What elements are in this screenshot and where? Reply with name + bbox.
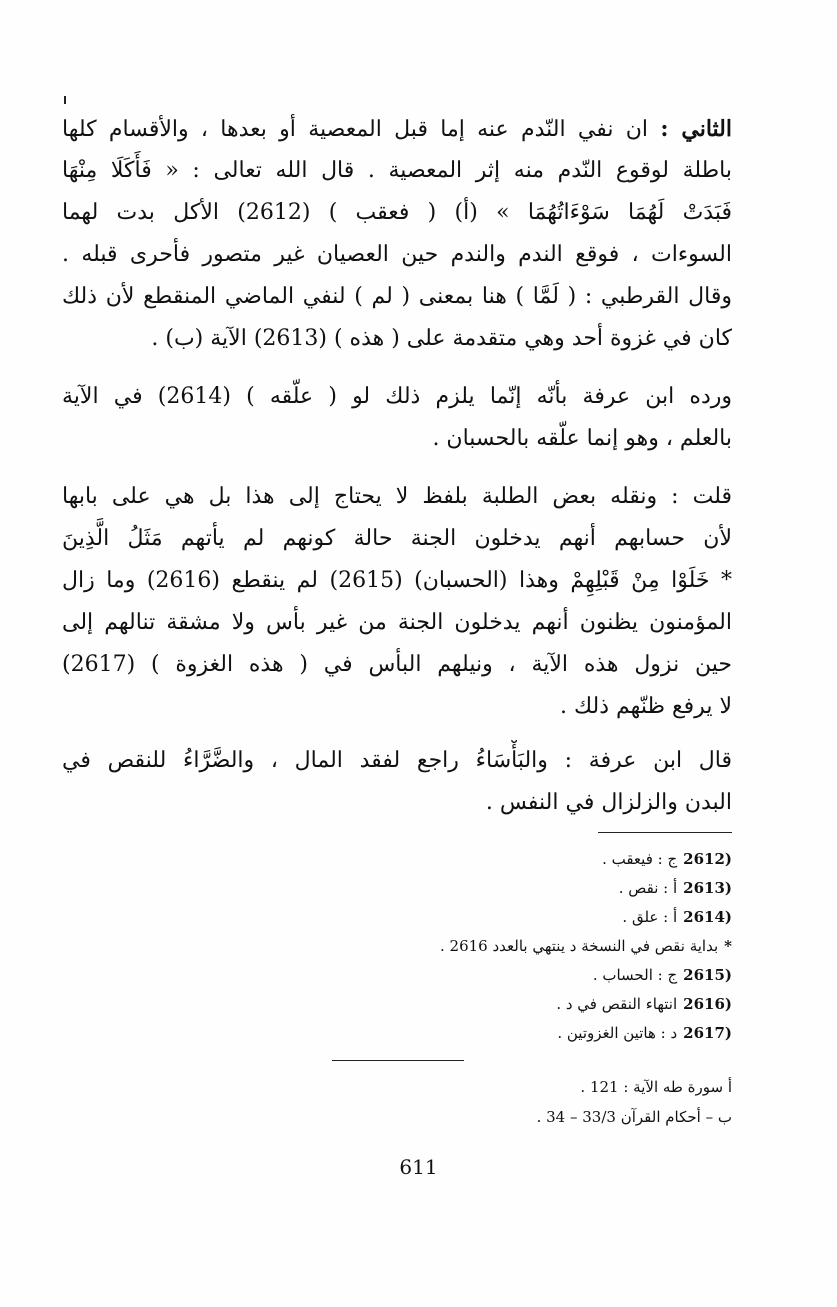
reference-separator [332, 1060, 464, 1061]
footnote: (2614أ : علق . [622, 908, 732, 926]
text-line: * خَلَوْا مِنْ قَبْلِهِمْ وهذا (الحسبان) (2615) لم ينقطع (2616) وما زال [62, 568, 732, 593]
paragraph-1 [62, 108, 732, 360]
reference-item: ب – أحكام القرآن 33/3 – 34 . [536, 1108, 732, 1126]
footnote-separator [598, 832, 732, 833]
text-line: السوءات ، فوقع الندم والندم حين العصيان غير متصور فأحرى قبله . [62, 242, 732, 267]
text-line: بالعلم ، وهو إنما علّقه بالحسبان . [432, 426, 732, 451]
paragraph-4 [62, 740, 732, 824]
footnote: (2613أ : نقص . [618, 879, 732, 897]
paragraph-3 [62, 476, 732, 728]
text-line: حين نزول هذه الآية ، ونيلهم البأس في ( هذه الغزوة ) (2617) [62, 652, 732, 677]
footnote: (2617د : هاتين الغزوتين . [557, 1024, 732, 1042]
text-line: لأن حسابهم أنهم يدخلون الجنة حالة كونهم لم يأتهم مَثَلُ الَّذِينَ [62, 526, 732, 551]
text-line: قلت : ونقله بعض الطلبة بلفظ لا يحتاج إلى هذا بل هي على بابها [62, 484, 732, 509]
footnotes [300, 845, 732, 1048]
text-line: كان في غزوة أحد وهي متقدمة على ( هذه ) (2613) الآية (ب) . [151, 326, 732, 351]
footnote: (2612ج : فيعقب . [602, 850, 732, 868]
footnote: *بداية نقص في النسخة د ينتهي بالعدد 2616 . [439, 937, 732, 955]
reference-item: أ سورة طه الآية : 121 . [580, 1078, 732, 1096]
section-lead: الثاني : [660, 116, 732, 142]
text-line: المؤمنون يظنون أنهم يدخلون الجنة من غير بأس ولا مشقة تنالهم إلى [62, 610, 732, 635]
text-line: لا يرفع ظنّهم ذلك . [560, 694, 732, 719]
text-line: باطلة لوقوع النّدم منه إثر المعصية . قال الله تعالى : « فَأَكَلَا مِنْهَا [62, 158, 732, 183]
text-line: ورده ابن عرفة بأنّه إنّما يلزم ذلك لو ( علّقه ) (2614) في الآية [62, 384, 732, 409]
text-line: قال ابن عرفة : والبَأْسَاءُ راجع لفقد المال ، والضَّرَّاءُ للنقص في [62, 748, 732, 773]
paragraph-2 [62, 376, 732, 460]
text-line: الثاني : ان نفي النّدم عنه إما قبل المعصية أو بعدها ، والأقسام كلها [62, 116, 732, 142]
footnote: (2615ج : الحساب . [592, 966, 732, 984]
text-line: البدن والزلزال في النفس . [485, 790, 732, 815]
footnote: (2616انتهاء النقص في د . [556, 995, 732, 1013]
margin-mark [64, 96, 66, 104]
text-line: فَبَدَتْ لَهُمَا سَوْءَاتُهُمَا » (أ) ( فعقب ) (2612) الأكل بدت لهما [62, 200, 732, 225]
page-number: 611 [399, 1155, 438, 1179]
references [420, 1072, 732, 1132]
text-line: وقال القرطبي : ( لَمَّا ) هنا بمعنى ( لم ) لنفي الماضي المنقطع لأن ذلك [62, 284, 732, 309]
